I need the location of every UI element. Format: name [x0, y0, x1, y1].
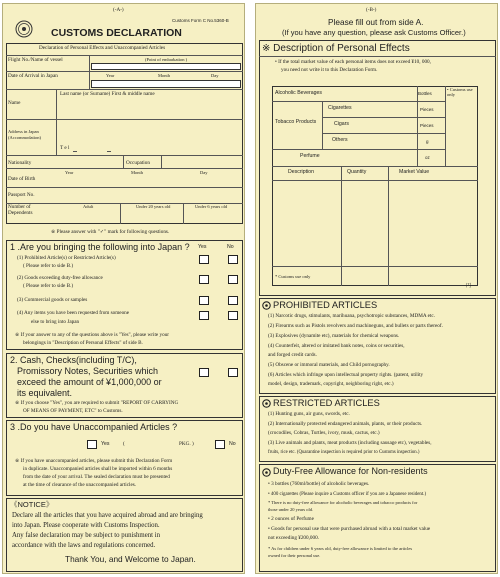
prohibited-item-6b: model, design, trademark, copyright, neighboring right, etc.): [268, 381, 394, 387]
q3-note-line4: at the time of clearance of the unaccompanied articles.: [23, 482, 137, 488]
duty-free-title: Duty-Free Allowance for Non-residents: [273, 466, 428, 476]
restricted-item-3b: fruits, rice etc. (Quarantine inspection is required prior to Customs inspection.): [268, 450, 420, 455]
col-market-value: Market Value: [399, 169, 430, 175]
nationality-label: Nationality: [8, 160, 32, 166]
q2-no-checkbox[interactable]: [228, 368, 238, 377]
q1-item-2: (2) Goods exceeding duty-free allowance: [17, 275, 103, 281]
address-label: Address in Japan: [8, 129, 39, 134]
personal-effects-note-1: • If the total market value of each personal items does not exceed ¥10, 000,: [275, 59, 431, 65]
name-sub: Last name (or Surname) First & middle name: [60, 91, 155, 97]
flight-label: Flight No./Name of vessel: [8, 57, 63, 63]
dependents-label: Number of Dependents: [8, 204, 33, 216]
prohibited-item-1: (1) Narcotic drugs, stimulants, marihuana, psychotropic substances, MDMA etc.: [268, 313, 435, 319]
q1-note-line2: belongings in "Description of Personal Effects" of side B.: [23, 340, 143, 346]
customs-use-only-label: • Customs use only: [447, 87, 473, 97]
customs-use-only-footer: * Customs use only: [275, 274, 311, 279]
yen-mark: 円: [466, 283, 472, 289]
nationality-field[interactable]: [59, 157, 121, 166]
bottles-unit: Bottles: [418, 91, 432, 96]
col-quantity: Quantity: [347, 169, 367, 175]
q3-pkg-label: PKG. ): [179, 441, 194, 447]
arrival-year: Year: [106, 73, 115, 78]
side-a-form: [2, 3, 245, 574]
dob-field[interactable]: [59, 176, 241, 185]
prohibited-item-6: (6) Articles which infringe upon intellectual property rights. (patent, utility: [268, 372, 424, 378]
side-b-label: (-B-): [366, 7, 377, 13]
customs-seal-icon: [15, 20, 33, 38]
fill-question-note: (If you have any question, please ask Customs Officer.): [282, 28, 466, 37]
others-unit: g: [426, 139, 429, 144]
q1-2-no-checkbox[interactable]: [228, 275, 238, 284]
side-b-form: [255, 3, 498, 574]
q1-4-no-checkbox[interactable]: [228, 311, 238, 320]
q1-yes-header: Yes: [198, 244, 207, 250]
flight-sub: (Point of embarkation ): [145, 57, 188, 62]
answer-instruction: ※ Please answer with "✓" mark for following questions.: [51, 229, 170, 235]
cigarettes-unit: Pieces: [420, 107, 434, 112]
prohibited-item-4b: and forged credit cards.: [268, 352, 317, 358]
q1-1-no-checkbox[interactable]: [228, 255, 238, 264]
q3-pkg-open: (: [123, 441, 125, 447]
prohibited-item-5: (5) Obscene or immoral materials, and Child pornography.: [268, 362, 390, 368]
others-label: Others: [332, 137, 348, 143]
q3-yes-label: Yes: [101, 441, 110, 447]
bullet-circle-icon: [262, 301, 271, 310]
q3-no-label: No: [229, 441, 236, 447]
form-subtitle: Declaration of Personal Effects and Unaccompanied Articles: [39, 45, 166, 51]
q1-item-1-note: ( Please refer to side B.): [23, 263, 74, 269]
q1-3-yes-checkbox[interactable]: [199, 296, 209, 305]
notice-title: 《NOTICE》: [10, 500, 54, 509]
flight-field[interactable]: [91, 63, 241, 70]
q1-no-header: No: [227, 244, 234, 250]
cigars-label: Cigars: [334, 121, 349, 127]
occupation-field[interactable]: [163, 157, 241, 166]
col-description: Description: [288, 169, 314, 175]
dependents-field[interactable]: [59, 212, 241, 222]
form-number: Customs Form C No.5360-B: [172, 18, 229, 23]
name-field[interactable]: [59, 100, 241, 117]
thank-you-text: Thank You, and Welcome to Japan.: [65, 554, 196, 564]
duty-free-note-1: * There is no duty-free allowance for alcoholic beverages and tobacco products for: [268, 500, 418, 505]
duty-free-note-2b: owned for their personal use.: [268, 553, 321, 558]
dependents-adult: Adult: [83, 204, 94, 209]
arrival-label: Date of Arrival in Japan: [8, 73, 58, 79]
duty-free-note-2: * As for children under 6 years old, duty-free allowance is limited to the articles: [268, 546, 413, 551]
notice-line-2: into Japan. Please cooperate with Customs Inspection.: [12, 522, 160, 529]
tel-field[interactable]: [78, 144, 241, 153]
q2-line1: 2. Cash, Checks(including T/C),: [10, 355, 137, 365]
dob-year: Year: [65, 170, 74, 175]
q1-2-yes-checkbox[interactable]: [199, 275, 209, 284]
item-entry-area[interactable]: [273, 182, 477, 262]
prohibited-item-2: (2) Firearms such as Pistols revolvers and machineguns, and bullets or parts thereof.: [268, 323, 443, 329]
arrival-month: Month: [158, 73, 171, 78]
perfume-label: Perfume: [300, 153, 320, 159]
dob-day: Day: [200, 170, 208, 175]
notice-line-3: Any false declaration may be subject to punishment in: [12, 532, 160, 539]
restricted-item-3: (3) Live animals and plants, meat products (including sausage etc), vegetables,: [268, 440, 432, 446]
duty-free-item-2: • 400 cigarettes (Please inquire a Customs officer if you are a Japanese resident.): [268, 492, 427, 497]
tel-label: T e l: [60, 145, 70, 151]
duty-free-item-1: • 3 bottles (760ml/bottle) of alcoholic beverages.: [268, 481, 370, 487]
personal-effects-title: ※ Description of Personal Effects: [262, 43, 410, 54]
cigarettes-label: Cigarettes: [328, 105, 352, 111]
form-title: CUSTOMS DECLARATION: [51, 27, 182, 39]
q3-note-line2: in duplicate. Unaccompanied articles shall be imported within 6 months: [23, 466, 173, 472]
q1-item-4-note: else to bring into Japan: [31, 319, 80, 325]
bullet-circle-icon: [262, 399, 271, 408]
arrival-day: Day: [211, 73, 219, 78]
q2-note-line1: ※ If you choose "Yes", you are required to submit "REPORT OF CARRYING: [15, 400, 179, 406]
address-sub: (Accommodation): [8, 135, 41, 140]
q3-yes-checkbox[interactable]: [87, 440, 97, 449]
cigars-unit: Pieces: [420, 123, 434, 128]
bullet-circle-icon: [262, 468, 271, 477]
alcohol-label: Alcoholic Beverages: [275, 90, 323, 96]
duty-free-item-4: • Goods for personal use that were purchased abroad with a total market value: [268, 526, 431, 532]
dob-label: Date of Birth: [8, 176, 36, 182]
notice-line-4: accordance with the laws and regulations concerned.: [12, 542, 156, 549]
q2-note-line2: OF MEANS OF PAYMENT, ETC" to Customs.: [23, 408, 123, 414]
q3-no-checkbox[interactable]: [215, 440, 225, 449]
arrival-date-field[interactable]: [91, 80, 241, 88]
restricted-title: RESTRICTED ARTICLES: [273, 398, 380, 408]
restricted-item-2: (2) Internationally protected endangered animals, plants, or their products.: [268, 421, 423, 427]
q3-note-line1: ※ If you have unaccompanied articles, please submit this Declaration Form: [15, 458, 173, 464]
notice-line-1: Declare all the articles that you have acquired abroad and are bringing: [12, 512, 203, 519]
q3-note-line3: from the date of your arrival. The sealed declaration must be presented: [23, 474, 170, 480]
q1-note-line1: ※ If your answer to any of the questions above is "Yes", please write your: [15, 332, 169, 338]
restricted-item-2b: (crocodiles, Cobras, Turtles, ivory, musk, cactus, etc.): [268, 430, 380, 436]
perfume-unit: oz: [425, 155, 430, 160]
q1-3-no-checkbox[interactable]: [228, 296, 238, 305]
restricted-item-1: (1) Hunting guns, air guns, swords, etc.: [268, 411, 350, 417]
fill-instruction: Please fill out from side A.: [328, 17, 424, 27]
dependents-under6: Under 6 years old: [195, 204, 228, 209]
q1-item-4: (4) Any items you have been requested from someone: [17, 310, 130, 316]
q2-yes-checkbox[interactable]: [199, 368, 209, 377]
personal-effects-note-2: you need not write it to this Declaration Form.: [281, 67, 378, 73]
q1-1-yes-checkbox[interactable]: [199, 255, 209, 264]
passport-field[interactable]: [59, 189, 241, 201]
q1-item-3: (3) Commercial goods or samples: [17, 297, 88, 303]
duty-free-item-4b: not exceeding ¥200,000.: [268, 535, 319, 541]
name-label: Name: [8, 100, 21, 106]
q2-line2: Promissory Notes, Securities which: [17, 366, 159, 376]
dob-month: Month: [131, 170, 144, 175]
address-field[interactable]: [59, 121, 241, 141]
q2-line4: its equivalent.: [17, 388, 73, 398]
tobacco-label: Tobacco Products: [275, 119, 317, 125]
occupation-label: Occupation: [126, 160, 150, 166]
prohibited-item-4: (4) Counterfeit, altered or imitated bank notes, coins or securities,: [268, 343, 405, 349]
passport-label: Passport No.: [8, 192, 35, 198]
question-1-title: 1 .Are you bringing the following into Japan ?: [10, 242, 190, 252]
dependents-under20: Under 20 years old: [136, 204, 171, 209]
prohibited-item-3: (3) Explosives (dynamite etc), materials for chemical weapons.: [268, 333, 400, 339]
q3-pkg-count-field[interactable]: [129, 438, 179, 448]
prohibited-title: PROHIBITED ARTICLES: [273, 300, 378, 310]
side-a-label: (-A-): [113, 7, 124, 13]
q1-item-2-note: ( Please refer to side B.): [23, 283, 74, 289]
q1-4-yes-checkbox[interactable]: [199, 311, 209, 320]
question-3-title: 3 .Do you have Unaccompanied Articles ?: [10, 422, 178, 432]
q2-line3: exceed the amount of ¥1,000,000 or: [17, 377, 162, 387]
q1-item-1: (1) Prohibited Article(s) or Restricted Article(s): [17, 255, 116, 261]
duty-free-note-1b: those under 20 years old.: [268, 507, 314, 512]
duty-free-item-3: • 2 ounces of Perfume: [268, 516, 314, 522]
